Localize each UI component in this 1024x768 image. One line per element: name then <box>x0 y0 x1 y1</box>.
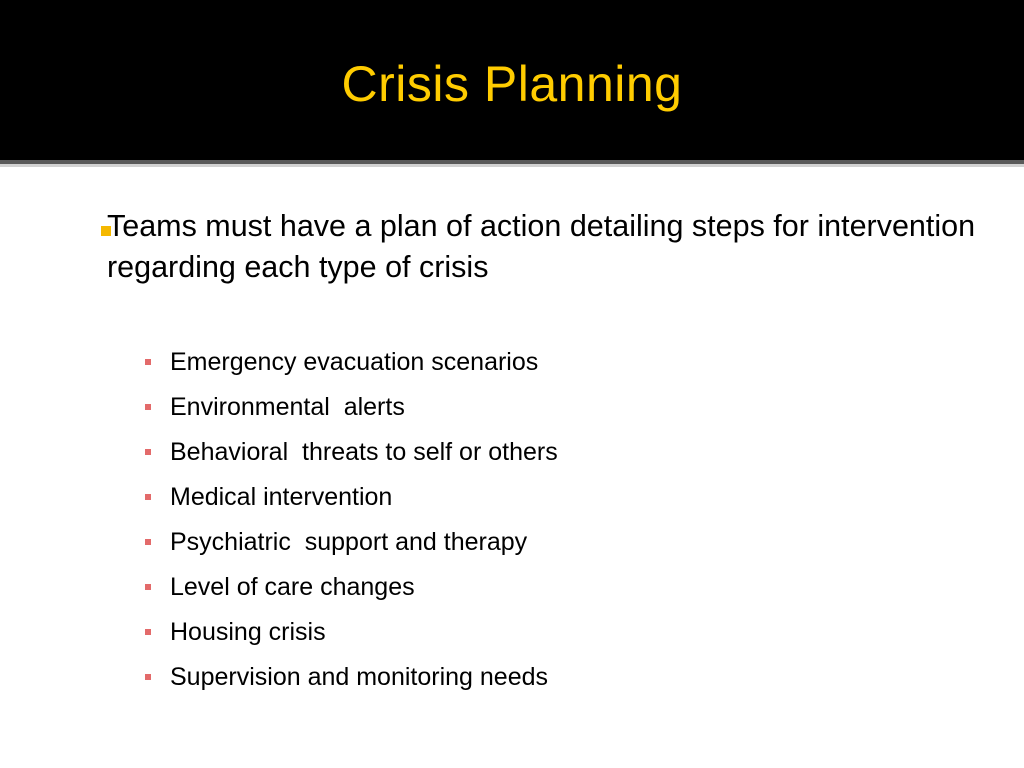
square-bullet-icon <box>145 359 151 365</box>
sub-bullet-text: Emergency evacuation scenarios <box>170 348 539 376</box>
sub-bullet-text: Environmental alerts <box>170 393 405 421</box>
sub-bullet-text: Supervision and monitoring needs <box>170 663 549 691</box>
slide-title: Crisis Planning <box>341 56 683 112</box>
square-bullet-icon <box>145 404 151 410</box>
sub-bullet-text: Level of care changes <box>170 573 415 601</box>
list-item <box>0 522 1024 567</box>
square-bullet-icon <box>145 584 151 590</box>
square-bullet-icon <box>145 494 151 500</box>
square-bullet-icon <box>145 629 151 635</box>
square-bullet-icon <box>145 674 151 680</box>
list-item <box>0 432 1024 477</box>
list-item <box>0 342 1024 387</box>
list-item <box>0 477 1024 522</box>
square-bullet-icon <box>145 539 151 545</box>
sub-bullet-text: Housing crisis <box>170 618 326 646</box>
square-bullet-icon <box>145 449 151 455</box>
list-item <box>0 567 1024 612</box>
sub-bullet-text: Behavioral threats to self or others <box>170 438 558 466</box>
list-item <box>0 612 1024 657</box>
main-bullet-text: Teams must have a plan of action detailing steps for intervention regarding each type of crisis <box>107 209 976 284</box>
list-item <box>0 657 1024 702</box>
sub-bullet-list <box>0 342 1024 702</box>
sub-bullet-text: Medical intervention <box>170 483 393 511</box>
list-item <box>0 387 1024 432</box>
sub-bullet-text: Psychiatric support and therapy <box>170 528 528 556</box>
